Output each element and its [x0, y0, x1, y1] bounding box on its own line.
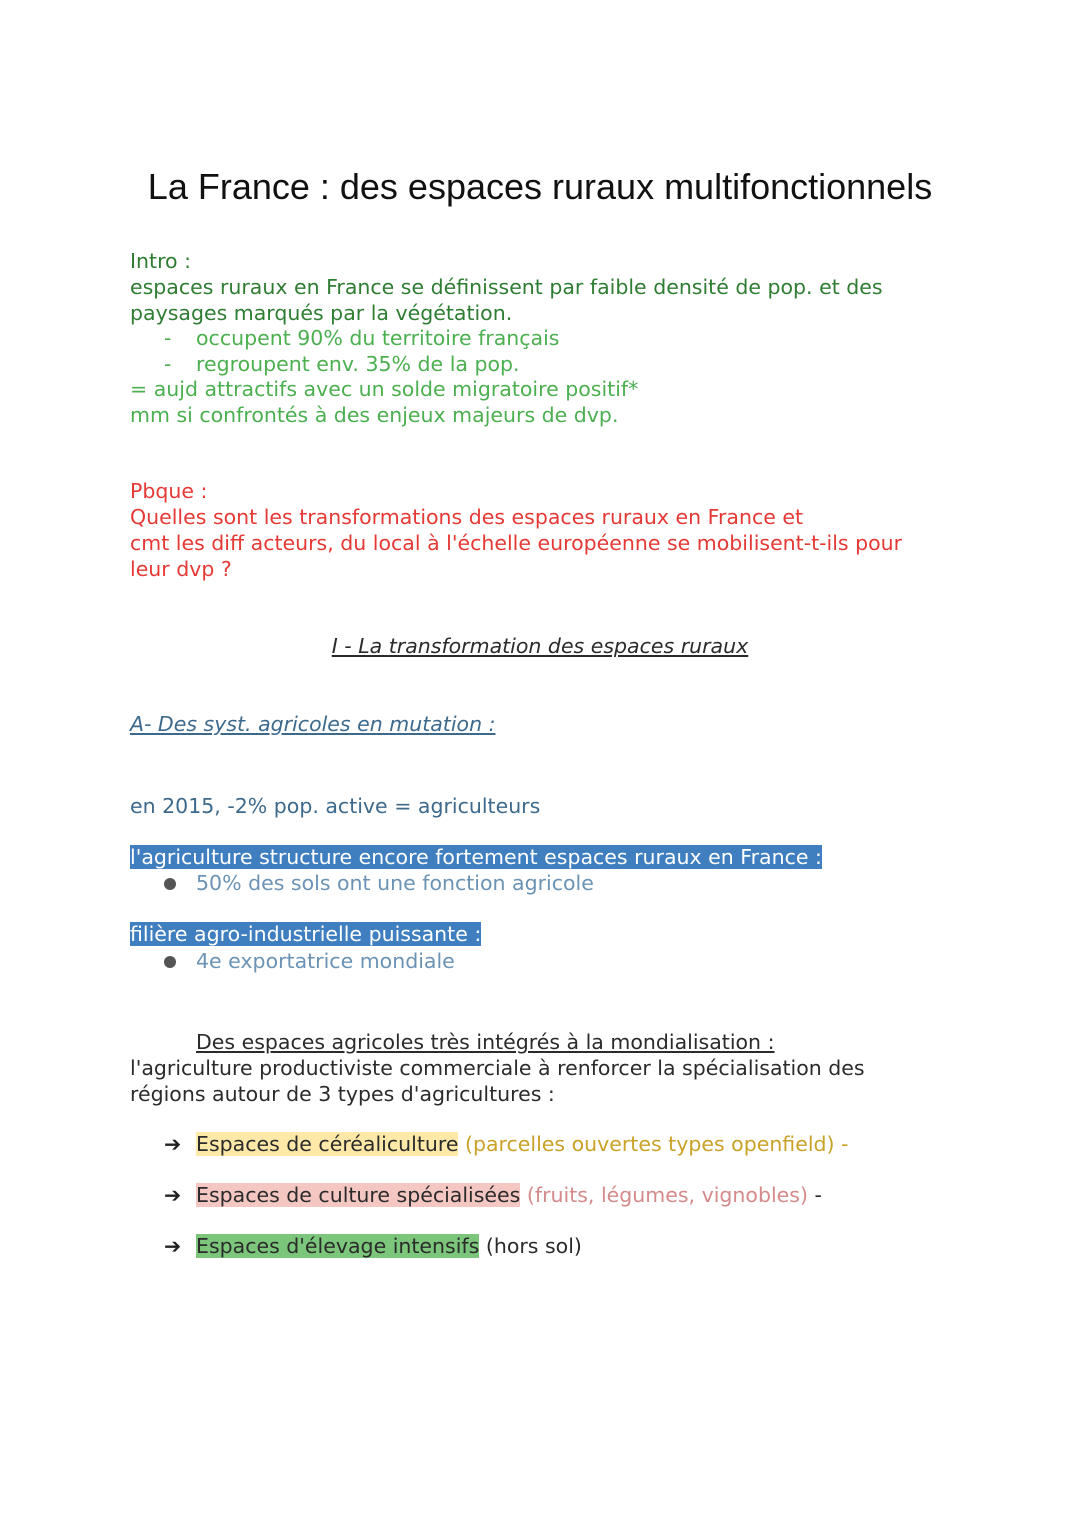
bullet-icon: [164, 878, 176, 890]
pbque-line-2: cmt les diff acteurs, du local à l'échelle européenne se mobilisent-t-ils pour: [130, 531, 903, 555]
mondialisation-title: Des espaces agricoles très intégrés à la mondialisation :: [196, 1030, 775, 1054]
highlight-text-2: filière agro-industrielle puissante :: [130, 922, 482, 946]
intro-dash-text-2: regroupent env. 35% de la pop.: [196, 352, 520, 376]
stat-line: en 2015, -2% pop. active = agriculteurs: [130, 794, 541, 818]
page-title: La France : des espaces ruraux multifonctionnels: [147, 166, 933, 207]
type-item-cerealiculture: [164, 1131, 848, 1157]
mondialisation-line-2: régions autour de 3 types d'agricultures :: [130, 1082, 555, 1106]
intro-dash-item-1: - occupent 90% du territoire français: [164, 326, 560, 350]
intro-line-3: = aujd attractifs avec un solde migratoire positif*: [130, 377, 639, 401]
intro-dash-text-1: occupent 90% du territoire français: [196, 326, 560, 350]
section-1-title: I - La transformation des espaces ruraux: [331, 634, 749, 658]
bullet-icon: [164, 956, 176, 968]
pbque-line-3: leur dvp ?: [130, 557, 232, 581]
type-item-elevage: [164, 1233, 582, 1259]
arrow-right-icon: ➔: [164, 1234, 182, 1258]
bullet-item-1: [130, 870, 594, 896]
subsection-a-title: A- Des syst. agricoles en mutation :: [130, 712, 496, 736]
type-item-culture-specialisee: [164, 1182, 822, 1208]
intro-line-4: mm si confrontés à des enjeux majeurs de dvp.: [130, 403, 619, 427]
mondialisation-line-1: l'agriculture productiviste commerciale à renforcer la spécialisation des: [130, 1056, 865, 1080]
type-label-3: Espaces d'élevage intensifs: [196, 1234, 480, 1258]
intro-line-2: paysages marqués par la végétation.: [130, 301, 513, 325]
bullet-text-1: 50% des sols ont une fonction agricole: [196, 871, 594, 895]
type-detail-2: (fruits, légumes, vignobles): [526, 1183, 808, 1207]
bullet-item-2: [130, 948, 455, 974]
type-detail-1: (parcelles ouvertes types openfield) -: [464, 1132, 849, 1156]
pbque-line-1: Quelles sont les transformations des espaces ruraux en France et: [130, 505, 804, 529]
intro-label: Intro :: [130, 249, 192, 273]
highlight-text-1: l'agriculture structure encore fortement espaces ruraux en France :: [130, 845, 822, 869]
type-label-2: Espaces de culture spécialisées: [196, 1183, 521, 1207]
type-label-1: Espaces de céréaliculture: [196, 1132, 459, 1156]
type-tail-2: -: [814, 1183, 822, 1207]
highlight-line-1: [130, 844, 822, 870]
highlight-line-2: [130, 921, 481, 947]
intro-line-1: espaces ruraux en France se définissent par faible densité de pop. et des: [130, 275, 883, 299]
arrow-right-icon: ➔: [164, 1183, 182, 1207]
bullet-text-2: 4e exportatrice mondiale: [196, 949, 455, 973]
pbque-label: Pbque :: [130, 479, 208, 503]
arrow-right-icon: ➔: [164, 1132, 182, 1156]
type-detail-3: (hors sol): [485, 1234, 582, 1258]
intro-dash-item-2: - regroupent env. 35% de la pop.: [164, 352, 520, 376]
